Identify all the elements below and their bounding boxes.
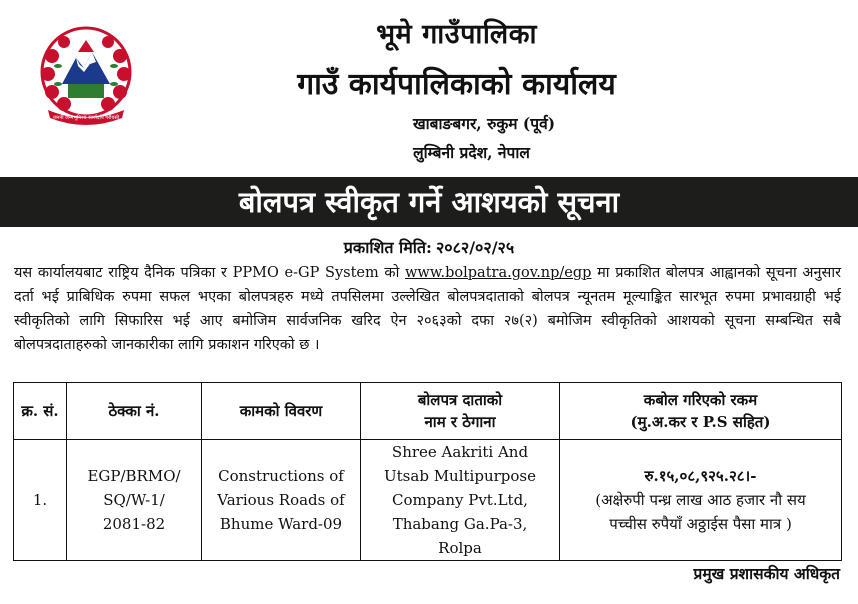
col-header-sn: क्र. सं.	[14, 383, 67, 440]
published-label: प्रकाशित मिति:	[343, 238, 432, 257]
amount-header-line-1: कबोल गरिएको रकम	[643, 391, 758, 409]
col-header-contract-no: ठेक्का नं.	[67, 383, 202, 440]
cell-work-description: Constructions of Various Roads of Bhume Ward-09	[202, 440, 361, 561]
published-date-line	[0, 236, 858, 258]
amount-header-line-2: (मु.अ.कर र P.S सहित)	[630, 413, 771, 431]
notice-body	[14, 261, 841, 357]
amount-in-words: (अक्षेरुपी पन्ध्र लाख आठ हजार नौ सय पच्चीस रुपैयाँ अठ्ठाईस पैसा मात्र )	[595, 491, 806, 533]
emblem-caption: जननी जन्मभूमिश्च स्वर्गादपि गरीयसी	[52, 115, 120, 121]
cell-contract-no: EGP/BRMO/ SQ/W-1/ 2081-82	[67, 440, 202, 561]
signature-title: प्रमुख प्रशासकीय अधिकृत	[693, 564, 840, 583]
bidder-header-line-2: नाम र ठेगाना	[424, 413, 496, 431]
published-date: २०८२/०२/२५	[435, 238, 515, 257]
body-text-after-link: मा प्रकाशित बोलपत्र आह्वानको सूचना अनुसार दर्ता भई प्राबिधिक रुपमा सफल भएका बोलपत्रहरु मध्ये तपसिलमा उल्लेखित बोलपत्रदाताको बोलपत्र न्यूनतम मूल्याङ्कित सारभूत रुपमा प्रभावग्राही भई स्वीकृतिको लागि सिफारिस भई आए बमोजिम सार्वजनिक खरिद ऐन २०६३को दफा २७(२) बमोजिम स्वीकृतिको आशयको सूचना सम्बन्धित सबै बोलपत्रदाताहरुको जानकारीका लागि प्रकाशन गरिएको छ ।	[14, 265, 842, 353]
cell-sn: 1.	[14, 440, 67, 561]
notice-title: बोलपत्र स्वीकृत गर्ने आशयको सूचना	[0, 177, 858, 227]
address-line-2: लुम्बिनी प्रदेश, नेपाल	[413, 143, 530, 162]
egp-link[interactable]: www.bolpatra.gov.np/egp	[405, 265, 592, 281]
table-row	[14, 440, 842, 561]
office-title: गाउँ कार्यपालिकाको कार्यालय	[297, 67, 616, 102]
cell-bidder: Shree Aakriti And Utsab Multipurpose Company Pvt.Ltd, Thabang Ga.Pa-3, Rolpa	[361, 440, 560, 561]
col-header-work-description: कामको विवरण	[202, 383, 361, 440]
col-header-bidder	[361, 383, 560, 440]
body-text-before-link: यस कार्यालयबाट राष्ट्रिय दैनिक पत्रिका र PPMO e-GP System को	[14, 265, 400, 281]
address-line-1: खाबाङबगर, रुकुम (पूर्व)	[412, 114, 556, 133]
bid-table	[13, 382, 842, 561]
cell-amount	[560, 440, 842, 561]
col-header-amount	[560, 383, 842, 440]
table-header-row	[14, 383, 842, 440]
amount-figure: रु.१५,०८,९२५.२८।-	[644, 467, 757, 485]
office-name: भूमे गाउँपालिका	[376, 19, 537, 50]
bidder-header-line-1: बोलपत्र दाताको	[417, 391, 503, 409]
